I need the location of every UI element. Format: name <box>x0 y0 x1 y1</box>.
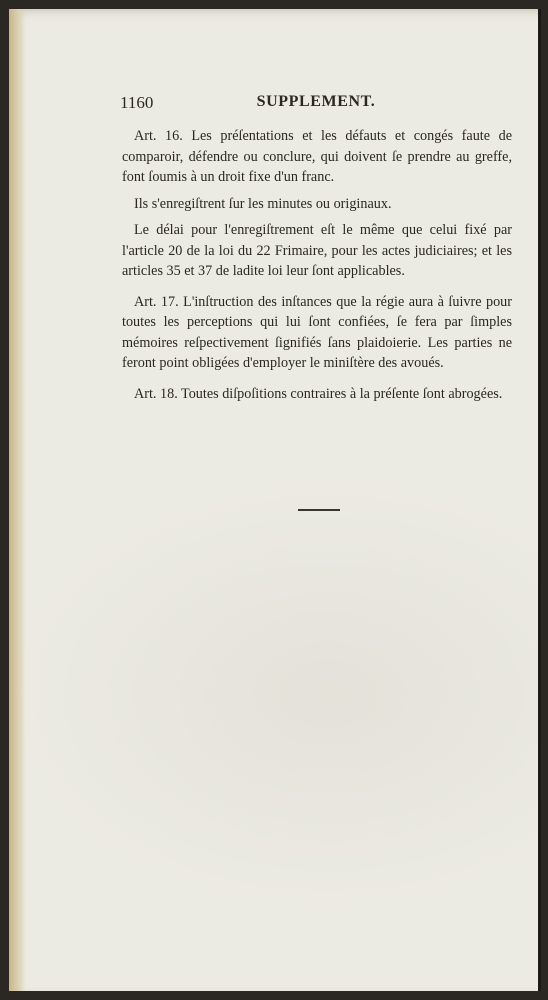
page-header <box>120 93 512 115</box>
paragraph-delai: Le délai pour l'enregiſtrement eſt le même que celui fixé par l'article 20 de la loi du 22 Frimaire, pour les actes judiciaires; et les articles 35 et 37 de ladite loi leur ſont applicables. <box>122 222 512 279</box>
paragraph-art-17: Art. 17. L'inſtruction des inſtances que la régie aura à ſuivre pour toutes les perceptions qui lui ſont confiées, ſe fera par ſimples mémoires reſpectivement ſignifiés ſans plaidoierie. Les parties ne feront point obligées d'employer le miniſtère des avoués. <box>122 293 512 371</box>
paragraph-art-18: Art. 18. Toutes diſpoſitions contraires à la préſente ſont abrogées. <box>134 385 503 402</box>
running-title: SUPPLEMENT. <box>256 93 376 110</box>
show-through-area <box>9 479 541 909</box>
page-number: 1160 <box>120 93 154 112</box>
paragraph-art-16: Art. 16. Les préſentations et les défauts et congés faute de comparoir, défendre ou conclure, qui doivent ſe prendre au greffe, font ſoumis à un droit fixe d'un franc. <box>122 128 512 185</box>
binding-edge <box>9 9 25 991</box>
closing-rule <box>298 509 340 511</box>
page-body <box>122 126 512 410</box>
page-edge <box>538 9 541 991</box>
paragraph-minutes: Ils s'enregiſtrent ſur les minutes ou originaux. <box>134 195 392 212</box>
